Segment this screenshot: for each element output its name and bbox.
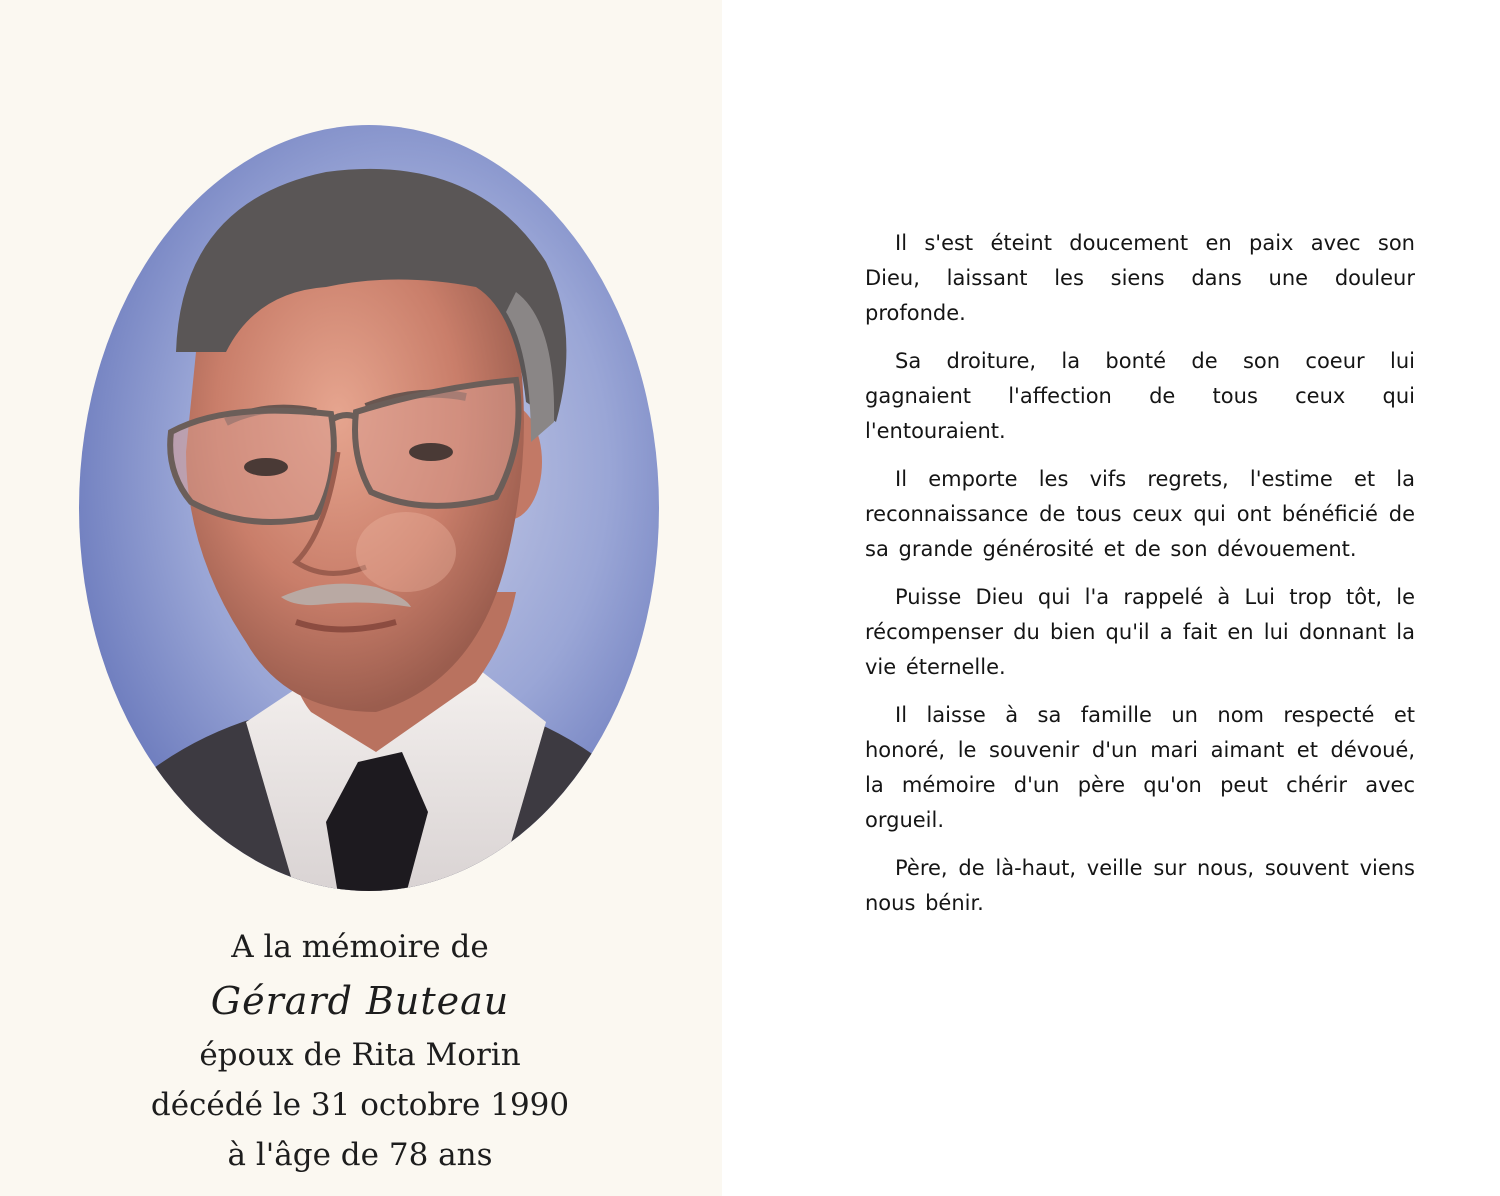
spouse-line: époux de Rita Morin — [199, 1037, 521, 1073]
in-memory-of-label: A la mémoire de — [231, 929, 489, 965]
memorial-paragraph: Il emporte les vifs regrets, l'estime et la reconnaissance de tous ceux qui ont bénéficié de sa grande générosité et de son dévouement. — [865, 467, 1415, 561]
age-line: à l'âge de 78 ans — [227, 1137, 493, 1173]
memorial-paragraph: Père, de là-haut, veille sur nous, souvent viens nous bénir. — [865, 856, 1415, 915]
memorial-paragraph: Il laisse à sa famille un nom respecté et honoré, le souvenir d'un mari aimant et dévoué, la mémoire d'un père qu'on peut chérir avec orgueil. — [865, 703, 1415, 832]
portrait-photo — [76, 122, 662, 894]
memorial-text — [865, 226, 1415, 934]
death-date-line: décédé le 31 octobre 1990 — [150, 1087, 570, 1123]
memorial-caption — [100, 922, 620, 1180]
deceased-name: Gérard Buteau — [210, 979, 510, 1023]
memorial-card-front — [0, 0, 722, 1196]
memorial-paragraph: Puisse Dieu qui l'a rappelé à Lui trop tôt, le récompenser du bien qu'il a fait en lui donnant la vie éternelle. — [865, 585, 1415, 679]
portrait-illustration — [76, 122, 662, 894]
memorial-paragraph: Sa droiture, la bonté de son coeur lui gagnaient l'affection de tous ceux qui l'entouraient. — [865, 349, 1415, 443]
memorial-paragraph: Il s'est éteint doucement en paix avec son Dieu, laissant les siens dans une douleur profonde. — [865, 231, 1415, 325]
